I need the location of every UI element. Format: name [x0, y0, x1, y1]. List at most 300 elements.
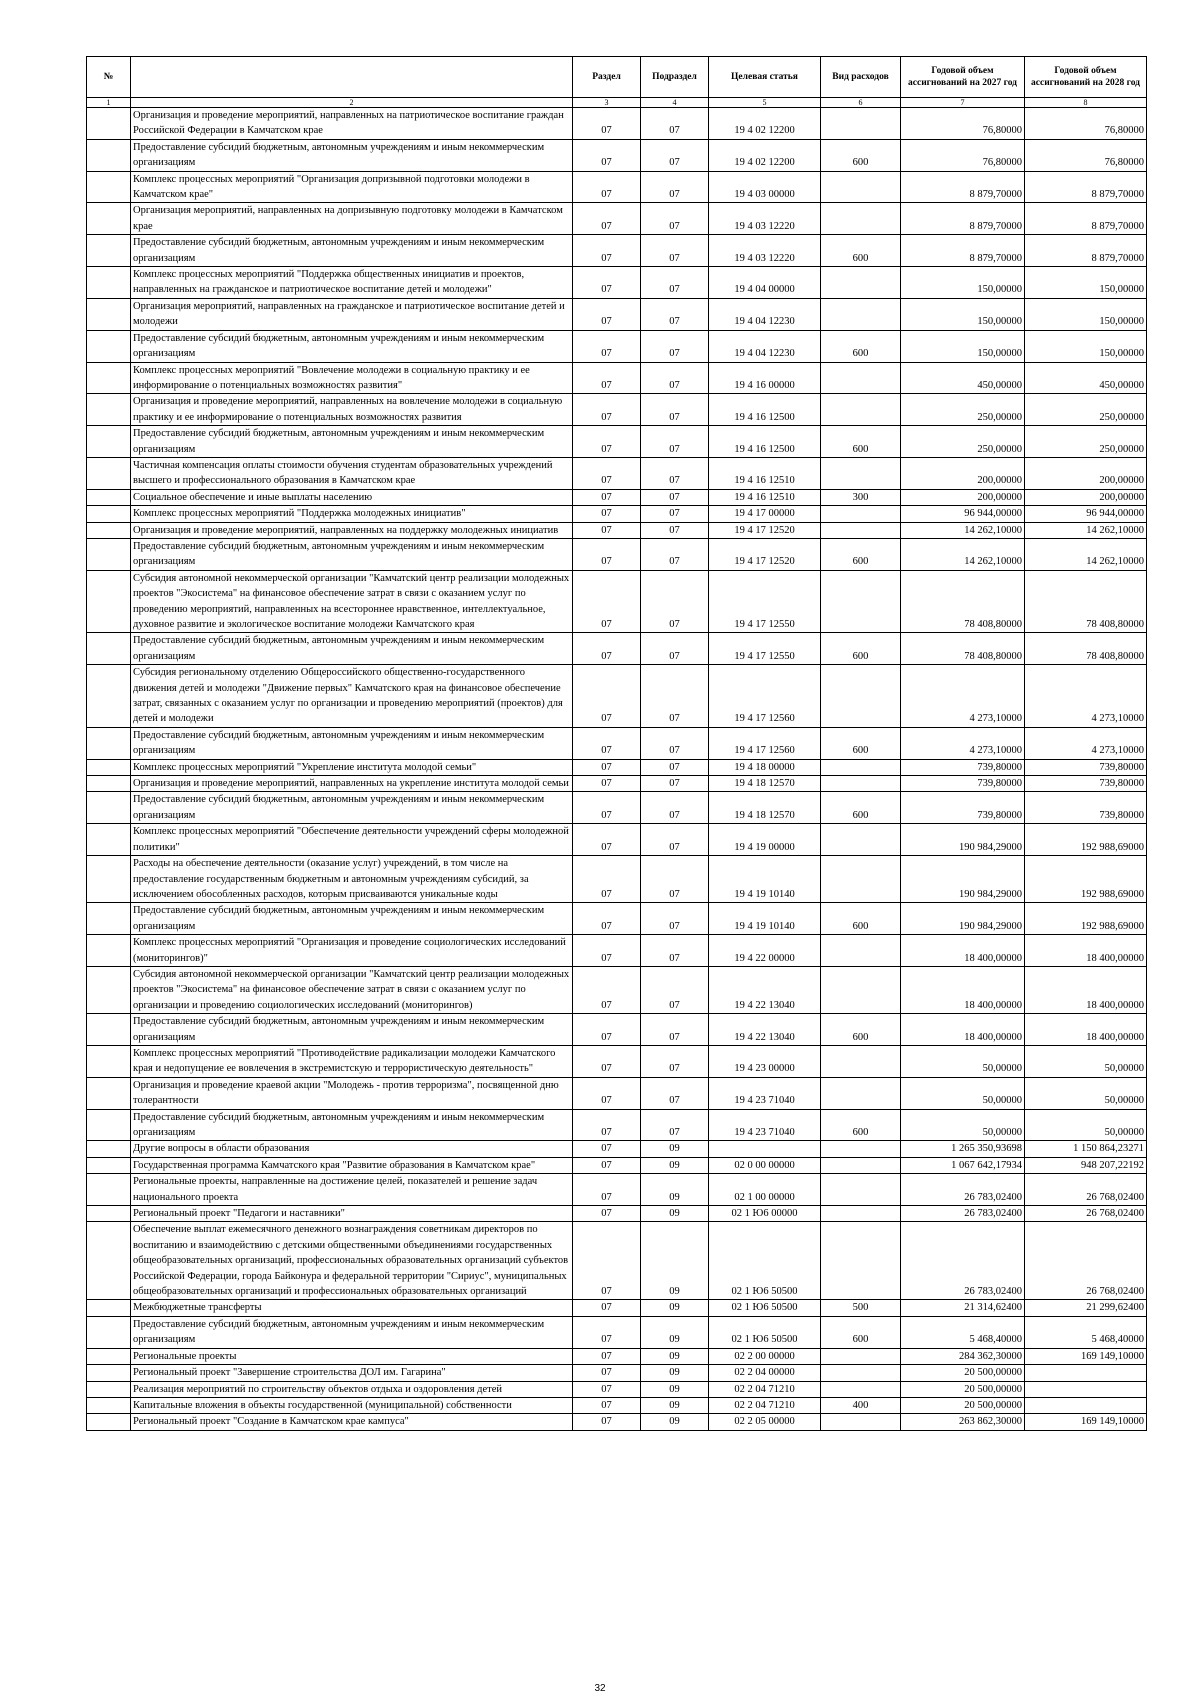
- header-row: [87, 57, 1147, 98]
- row-podrazdel: 07: [641, 267, 709, 299]
- row-vol-2028: 150,00000: [1025, 298, 1147, 330]
- column-number: 7: [901, 98, 1025, 108]
- row-expense-type: [821, 1077, 901, 1109]
- row-vol-2027: 26 783,02400: [901, 1174, 1025, 1206]
- row-razdel: 07: [573, 426, 641, 458]
- row-vol-2027: 200,00000: [901, 489, 1025, 505]
- row-expense-type: [821, 570, 901, 633]
- row-name: Реализация мероприятий по строительству объектов отдыха и оздоровления детей: [131, 1381, 573, 1397]
- row-target: 19 4 23 71040: [709, 1077, 821, 1109]
- row-number: [87, 759, 131, 775]
- row-razdel: 07: [573, 1174, 641, 1206]
- table-row: [87, 1157, 1147, 1173]
- row-name: Предоставление субсидий бюджетным, автономным учреждениям и иным некоммерческим организациям: [131, 633, 573, 665]
- row-name: Комплекс процессных мероприятий "Поддержка общественных инициатив и проектов, направленных на гражданское и патриотическое воспитание детей и молодежи": [131, 267, 573, 299]
- row-number: [87, 1141, 131, 1157]
- row-target: 19 4 04 12230: [709, 298, 821, 330]
- row-vol-2028: 5 468,40000: [1025, 1316, 1147, 1348]
- row-target: 19 4 03 00000: [709, 171, 821, 203]
- row-number: [87, 856, 131, 903]
- row-target: 19 4 22 13040: [709, 966, 821, 1013]
- row-vol-2027: 1 265 350,93698: [901, 1141, 1025, 1157]
- table-row: [87, 633, 1147, 665]
- row-expense-type: 600: [821, 330, 901, 362]
- row-vol-2027: 96 944,00000: [901, 506, 1025, 522]
- row-razdel: 07: [573, 394, 641, 426]
- table-row: [87, 966, 1147, 1013]
- row-vol-2028: 50,00000: [1025, 1109, 1147, 1141]
- row-vol-2028: 14 262,10000: [1025, 538, 1147, 570]
- row-target: 19 4 17 12520: [709, 538, 821, 570]
- table-row: [87, 727, 1147, 759]
- row-name: Комплекс процессных мероприятий "Организация допризывной подготовки молодежи в Камчатском крае": [131, 171, 573, 203]
- table-row: [87, 1174, 1147, 1206]
- row-razdel: 07: [573, 935, 641, 967]
- row-expense-type: [821, 457, 901, 489]
- header-num: №: [87, 57, 131, 98]
- row-vol-2028: 4 273,10000: [1025, 665, 1147, 728]
- row-razdel: 07: [573, 1348, 641, 1364]
- row-vol-2028: 192 988,69000: [1025, 856, 1147, 903]
- row-name: Социальное обеспечение и иные выплаты населению: [131, 489, 573, 505]
- column-number: 6: [821, 98, 901, 108]
- row-expense-type: [821, 665, 901, 728]
- row-target: 19 4 17 00000: [709, 506, 821, 522]
- table-row: [87, 824, 1147, 856]
- column-number: 5: [709, 98, 821, 108]
- row-number: [87, 665, 131, 728]
- row-razdel: 07: [573, 1316, 641, 1348]
- row-target: 19 4 03 12220: [709, 235, 821, 267]
- row-vol-2028: [1025, 1381, 1147, 1397]
- row-podrazdel: 09: [641, 1397, 709, 1413]
- row-name: Другие вопросы в области образования: [131, 1141, 573, 1157]
- table-row: [87, 570, 1147, 633]
- row-target: 19 4 18 12570: [709, 776, 821, 792]
- row-target: 02 2 04 71210: [709, 1381, 821, 1397]
- row-target: 19 4 03 12220: [709, 203, 821, 235]
- row-podrazdel: 07: [641, 1077, 709, 1109]
- row-expense-type: [821, 506, 901, 522]
- table-row: [87, 1397, 1147, 1413]
- row-vol-2028: 76,80000: [1025, 108, 1147, 140]
- row-vol-2027: 150,00000: [901, 330, 1025, 362]
- row-number: [87, 1397, 131, 1413]
- row-vol-2028: 4 273,10000: [1025, 727, 1147, 759]
- row-vol-2027: 18 400,00000: [901, 966, 1025, 1013]
- table-row: [87, 776, 1147, 792]
- row-target: 19 4 17 12550: [709, 633, 821, 665]
- row-name: Организация и проведение мероприятий, направленных на вовлечение молодежи в социальную практику и ее информирование о потенциальных возможностях развития: [131, 394, 573, 426]
- table-row: [87, 1141, 1147, 1157]
- row-razdel: 07: [573, 171, 641, 203]
- table-row: [87, 171, 1147, 203]
- table-row: [87, 522, 1147, 538]
- row-vol-2027: 76,80000: [901, 108, 1025, 140]
- row-number: [87, 792, 131, 824]
- row-number: [87, 1157, 131, 1173]
- row-target: 02 1 Ю6 50500: [709, 1316, 821, 1348]
- table-row: [87, 394, 1147, 426]
- row-razdel: 07: [573, 1077, 641, 1109]
- row-podrazdel: 07: [641, 633, 709, 665]
- table-row: [87, 903, 1147, 935]
- table-row: [87, 856, 1147, 903]
- row-target: 19 4 22 00000: [709, 935, 821, 967]
- row-number: [87, 1316, 131, 1348]
- table-body: [87, 108, 1147, 1431]
- row-target: 19 4 23 71040: [709, 1109, 821, 1141]
- row-vol-2028: 78 408,80000: [1025, 633, 1147, 665]
- row-name: Предоставление субсидий бюджетным, автономным учреждениям и иным некоммерческим организациям: [131, 1109, 573, 1141]
- row-target: 02 2 05 00000: [709, 1414, 821, 1430]
- row-target: 02 0 00 00000: [709, 1157, 821, 1173]
- row-expense-type: 600: [821, 235, 901, 267]
- row-number: [87, 298, 131, 330]
- row-name: Комплекс процессных мероприятий "Укрепление института молодой семьи": [131, 759, 573, 775]
- row-number: [87, 633, 131, 665]
- row-number: [87, 522, 131, 538]
- row-razdel: 07: [573, 489, 641, 505]
- row-vol-2027: 20 500,00000: [901, 1397, 1025, 1413]
- row-number: [87, 1174, 131, 1206]
- row-vol-2027: 50,00000: [901, 1077, 1025, 1109]
- row-vol-2027: 20 500,00000: [901, 1381, 1025, 1397]
- row-name: Региональные проекты: [131, 1348, 573, 1364]
- row-razdel: 07: [573, 824, 641, 856]
- row-vol-2028: 250,00000: [1025, 426, 1147, 458]
- row-target: 19 4 02 12200: [709, 108, 821, 140]
- header-expense-type: Вид расходов: [821, 57, 901, 98]
- row-razdel: 07: [573, 139, 641, 171]
- row-vol-2028: 200,00000: [1025, 489, 1147, 505]
- row-number: [87, 1381, 131, 1397]
- row-expense-type: [821, 1045, 901, 1077]
- row-vol-2027: 8 879,70000: [901, 203, 1025, 235]
- row-target: 02 1 Ю6 00000: [709, 1206, 821, 1222]
- row-number: [87, 966, 131, 1013]
- row-target: 19 4 16 12500: [709, 426, 821, 458]
- row-number: [87, 203, 131, 235]
- row-target: 19 4 17 12550: [709, 570, 821, 633]
- row-vol-2027: 21 314,62400: [901, 1300, 1025, 1316]
- row-number: [87, 1206, 131, 1222]
- row-expense-type: [821, 108, 901, 140]
- row-razdel: 07: [573, 633, 641, 665]
- row-vol-2027: 739,80000: [901, 792, 1025, 824]
- row-razdel: 07: [573, 538, 641, 570]
- row-expense-type: [821, 267, 901, 299]
- row-vol-2028: 26 768,02400: [1025, 1206, 1147, 1222]
- row-vol-2028: 26 768,02400: [1025, 1174, 1147, 1206]
- row-vol-2027: 200,00000: [901, 457, 1025, 489]
- row-vol-2027: 190 984,29000: [901, 903, 1025, 935]
- row-name: Предоставление субсидий бюджетным, автономным учреждениям и иным некоммерческим организациям: [131, 330, 573, 362]
- row-vol-2027: 4 273,10000: [901, 665, 1025, 728]
- row-vol-2027: 26 783,02400: [901, 1222, 1025, 1300]
- row-target: 19 4 23 00000: [709, 1045, 821, 1077]
- row-name: Организация и проведение мероприятий, направленных на поддержку молодежных инициатив: [131, 522, 573, 538]
- row-podrazdel: 07: [641, 457, 709, 489]
- row-number: [87, 538, 131, 570]
- row-expense-type: [821, 522, 901, 538]
- row-podrazdel: 07: [641, 139, 709, 171]
- row-podrazdel: 07: [641, 935, 709, 967]
- row-expense-type: [821, 1157, 901, 1173]
- row-expense-type: [821, 1141, 901, 1157]
- row-expense-type: [821, 1348, 901, 1364]
- row-vol-2028: 150,00000: [1025, 267, 1147, 299]
- table-row: [87, 108, 1147, 140]
- row-number: [87, 235, 131, 267]
- row-target: 19 4 04 00000: [709, 267, 821, 299]
- row-expense-type: [821, 171, 901, 203]
- row-podrazdel: 07: [641, 394, 709, 426]
- row-razdel: 07: [573, 362, 641, 394]
- row-vol-2028: 450,00000: [1025, 362, 1147, 394]
- table-row: [87, 1045, 1147, 1077]
- row-razdel: 07: [573, 1381, 641, 1397]
- row-podrazdel: 07: [641, 426, 709, 458]
- column-number: 8: [1025, 98, 1147, 108]
- row-number: [87, 1348, 131, 1364]
- row-expense-type: [821, 776, 901, 792]
- row-expense-type: [821, 824, 901, 856]
- row-razdel: 07: [573, 792, 641, 824]
- row-podrazdel: 09: [641, 1206, 709, 1222]
- row-razdel: 07: [573, 856, 641, 903]
- row-podrazdel: 07: [641, 1109, 709, 1141]
- row-vol-2028: 739,80000: [1025, 776, 1147, 792]
- row-razdel: 07: [573, 522, 641, 538]
- table-row: [87, 792, 1147, 824]
- row-expense-type: 600: [821, 139, 901, 171]
- row-razdel: 07: [573, 966, 641, 1013]
- table-row: [87, 1381, 1147, 1397]
- row-vol-2027: 739,80000: [901, 776, 1025, 792]
- row-name: Предоставление субсидий бюджетным, автономным учреждениям и иным некоммерческим организациям: [131, 139, 573, 171]
- row-podrazdel: 07: [641, 1045, 709, 1077]
- row-podrazdel: 07: [641, 776, 709, 792]
- row-vol-2028: 8 879,70000: [1025, 171, 1147, 203]
- row-number: [87, 267, 131, 299]
- table-row: [87, 1014, 1147, 1046]
- row-target: 19 4 18 12570: [709, 792, 821, 824]
- row-vol-2027: 250,00000: [901, 426, 1025, 458]
- row-target: 02 2 00 00000: [709, 1348, 821, 1364]
- row-podrazdel: 07: [641, 506, 709, 522]
- row-name: Капитальные вложения в объекты государственной (муниципальной) собственности: [131, 1397, 573, 1413]
- row-podrazdel: 07: [641, 665, 709, 728]
- row-vol-2027: 150,00000: [901, 298, 1025, 330]
- row-name: Региональные проекты, направленные на достижение целей, показателей и решение задач национального проекта: [131, 1174, 573, 1206]
- row-target: 19 4 04 12230: [709, 330, 821, 362]
- row-razdel: 07: [573, 298, 641, 330]
- row-name: Субсидия региональному отделению Общероссийского общественно-государственного движения детей и молодежи "Движение первых" Камчатского края на финансовое обеспечение затрат, связанных с оказанием услуг по организации и проведению мероприятий (проектов) для детей и молодежи: [131, 665, 573, 728]
- table-row: [87, 1414, 1147, 1430]
- header-podrazdel: Подраздел: [641, 57, 709, 98]
- row-expense-type: [821, 1174, 901, 1206]
- row-expense-type: [821, 394, 901, 426]
- row-vol-2028: 96 944,00000: [1025, 506, 1147, 522]
- row-podrazdel: 07: [641, 538, 709, 570]
- row-vol-2027: 50,00000: [901, 1109, 1025, 1141]
- row-name: Региональный проект "Завершение строительства ДОЛ им. Гагарина": [131, 1365, 573, 1381]
- table-row: [87, 759, 1147, 775]
- row-target: 19 4 18 00000: [709, 759, 821, 775]
- row-razdel: 07: [573, 267, 641, 299]
- row-vol-2028: 78 408,80000: [1025, 570, 1147, 633]
- row-name: Частичная компенсация оплаты стоимости обучения студентам образовательных учреждений высшего и профессионального образования в Камчатском крае: [131, 457, 573, 489]
- row-razdel: 07: [573, 1365, 641, 1381]
- row-podrazdel: 07: [641, 203, 709, 235]
- row-vol-2027: 26 783,02400: [901, 1206, 1025, 1222]
- row-number: [87, 426, 131, 458]
- row-expense-type: [821, 966, 901, 1013]
- row-vol-2028: [1025, 1365, 1147, 1381]
- row-vol-2028: 192 988,69000: [1025, 824, 1147, 856]
- row-number: [87, 506, 131, 522]
- row-number: [87, 457, 131, 489]
- row-name: Предоставление субсидий бюджетным, автономным учреждениям и иным некоммерческим организациям: [131, 538, 573, 570]
- table-row: [87, 1316, 1147, 1348]
- row-name: Предоставление субсидий бюджетным, автономным учреждениям и иным некоммерческим организациям: [131, 727, 573, 759]
- table-row: [87, 506, 1147, 522]
- row-vol-2028: 250,00000: [1025, 394, 1147, 426]
- row-name: Обеспечение выплат ежемесячного денежного вознаграждения советникам директоров по воспитанию и взаимодействию с детскими общественными объединениями государственных общеобразовательных организаций, профессиональных образовательных организаций субъектов Российской Федерации, города Байконура и федеральной территории "Сириус", муниципальных общеобразовательных организаций и профессиональных образовательных организаций: [131, 1222, 573, 1300]
- row-target: 02 2 04 71210: [709, 1397, 821, 1413]
- row-target: 19 4 19 10140: [709, 903, 821, 935]
- row-expense-type: [821, 298, 901, 330]
- row-number: [87, 824, 131, 856]
- row-vol-2027: 1 067 642,17934: [901, 1157, 1025, 1173]
- row-number: [87, 727, 131, 759]
- row-name: Субсидия автономной некоммерческой организации "Камчатский центр реализации молодежных проектов "Экосистема" на финансовое обеспечение затрат в связи с оказанием услуг по организации и проведению социологических исследований (мониторингов): [131, 966, 573, 1013]
- row-vol-2028: 150,00000: [1025, 330, 1147, 362]
- row-expense-type: [821, 1365, 901, 1381]
- row-expense-type: 400: [821, 1397, 901, 1413]
- row-podrazdel: 07: [641, 171, 709, 203]
- row-name: Субсидия автономной некоммерческой организации "Камчатский центр реализации молодежных проектов "Экосистема" на финансовое обеспечение затрат в связи с оказанием услуг по проведению мероприятий, направленных на всестороннее нравственное, интеллектуальное, духовное развитие и экологическое воспитание молодежи Камчатского края: [131, 570, 573, 633]
- row-podrazdel: 07: [641, 298, 709, 330]
- row-vol-2027: 263 862,30000: [901, 1414, 1025, 1430]
- row-vol-2027: 20 500,00000: [901, 1365, 1025, 1381]
- row-razdel: 07: [573, 506, 641, 522]
- row-razdel: 07: [573, 776, 641, 792]
- row-number: [87, 139, 131, 171]
- row-expense-type: 600: [821, 426, 901, 458]
- row-number: [87, 1014, 131, 1046]
- row-razdel: 07: [573, 1300, 641, 1316]
- header-vol-2028: Годовой объем ассигнований на 2028 год: [1025, 57, 1147, 98]
- row-podrazdel: 09: [641, 1141, 709, 1157]
- row-podrazdel: 09: [641, 1222, 709, 1300]
- table-row: [87, 139, 1147, 171]
- row-number: [87, 570, 131, 633]
- row-razdel: 07: [573, 759, 641, 775]
- row-razdel: 07: [573, 108, 641, 140]
- table-row: [87, 330, 1147, 362]
- row-expense-type: [821, 856, 901, 903]
- column-number: 2: [131, 98, 573, 108]
- row-vol-2027: 18 400,00000: [901, 935, 1025, 967]
- row-target: 19 4 16 00000: [709, 362, 821, 394]
- row-razdel: 07: [573, 665, 641, 728]
- row-number: [87, 394, 131, 426]
- row-podrazdel: 07: [641, 362, 709, 394]
- row-number: [87, 108, 131, 140]
- header-target: Целевая статья: [709, 57, 821, 98]
- row-vol-2027: 150,00000: [901, 267, 1025, 299]
- row-vol-2027: 4 273,10000: [901, 727, 1025, 759]
- header-razdel: Раздел: [573, 57, 641, 98]
- budget-table: [86, 56, 1147, 1431]
- row-razdel: 07: [573, 203, 641, 235]
- row-vol-2027: 5 468,40000: [901, 1316, 1025, 1348]
- row-expense-type: [821, 1414, 901, 1430]
- row-name: Предоставление субсидий бюджетным, автономным учреждениям и иным некоммерческим организациям: [131, 1014, 573, 1046]
- row-vol-2028: 26 768,02400: [1025, 1222, 1147, 1300]
- row-vol-2027: 14 262,10000: [901, 538, 1025, 570]
- row-podrazdel: 09: [641, 1316, 709, 1348]
- row-name: Комплекс процессных мероприятий "Поддержка молодежных инициатив": [131, 506, 573, 522]
- row-target: 02 1 00 00000: [709, 1174, 821, 1206]
- row-razdel: 07: [573, 1157, 641, 1173]
- row-razdel: 07: [573, 235, 641, 267]
- row-razdel: 07: [573, 1397, 641, 1413]
- row-razdel: 07: [573, 457, 641, 489]
- table-row: [87, 426, 1147, 458]
- row-vol-2027: 78 408,80000: [901, 570, 1025, 633]
- row-number: [87, 1109, 131, 1141]
- row-target: 02 1 Ю6 50500: [709, 1222, 821, 1300]
- row-target: 19 4 22 13040: [709, 1014, 821, 1046]
- row-razdel: 07: [573, 903, 641, 935]
- table-row: [87, 1365, 1147, 1381]
- table-row: [87, 1109, 1147, 1141]
- row-podrazdel: 09: [641, 1381, 709, 1397]
- row-name: Организация мероприятий, направленных на допризывную подготовку молодежи в Камчатском крае: [131, 203, 573, 235]
- row-razdel: 07: [573, 1045, 641, 1077]
- row-number: [87, 362, 131, 394]
- row-target: 19 4 16 12500: [709, 394, 821, 426]
- row-expense-type: 600: [821, 1109, 901, 1141]
- row-razdel: 07: [573, 1414, 641, 1430]
- row-vol-2028: 192 988,69000: [1025, 903, 1147, 935]
- row-vol-2028: 14 262,10000: [1025, 522, 1147, 538]
- page-number: 32: [594, 1683, 606, 1694]
- row-name: Комплекс процессных мероприятий "Обеспечение деятельности учреждений сферы молодежной политики": [131, 824, 573, 856]
- row-vol-2028: 18 400,00000: [1025, 1014, 1147, 1046]
- row-number: [87, 1300, 131, 1316]
- row-podrazdel: 09: [641, 1174, 709, 1206]
- row-target: [709, 1141, 821, 1157]
- table-row: [87, 935, 1147, 967]
- row-podrazdel: 09: [641, 1157, 709, 1173]
- row-expense-type: [821, 1381, 901, 1397]
- row-number: [87, 1222, 131, 1300]
- row-name: Организация мероприятий, направленных на гражданское и патриотическое воспитание детей и молодежи: [131, 298, 573, 330]
- row-razdel: 07: [573, 1141, 641, 1157]
- row-expense-type: 600: [821, 538, 901, 570]
- row-podrazdel: 07: [641, 727, 709, 759]
- row-podrazdel: 09: [641, 1300, 709, 1316]
- row-podrazdel: 09: [641, 1414, 709, 1430]
- table-row: [87, 1300, 1147, 1316]
- row-vol-2027: 78 408,80000: [901, 633, 1025, 665]
- table-row: [87, 489, 1147, 505]
- row-expense-type: 600: [821, 633, 901, 665]
